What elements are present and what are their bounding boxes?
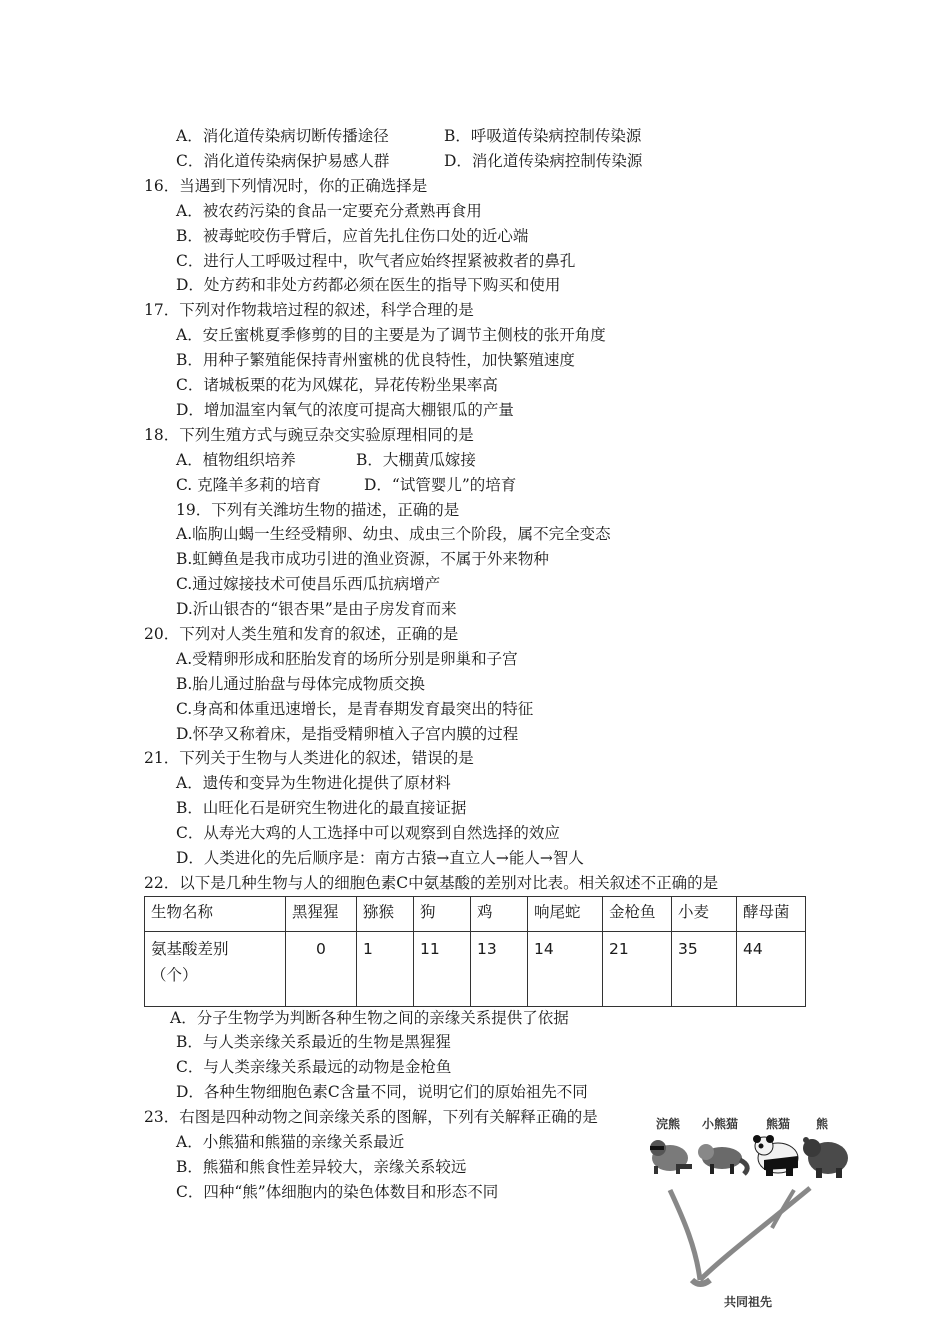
table-cell: 13 [471, 932, 528, 1007]
q23-option-b: B．熊猫和熊食性差异较大，亲缘关系较远 [176, 1158, 467, 1176]
q22-option-a: A．分子生物学为判断各种生物之间的亲缘关系提供了依据 [170, 1009, 569, 1027]
q19-stem: 19．下列有关潍坊生物的描述，正确的是 [176, 501, 460, 519]
table-header-cell: 狗 [414, 897, 471, 932]
q21-option-d: D．人类进化的先后顺序是：南方古猿→直立人→能人→智人 [176, 849, 584, 867]
q15-option-c: C．消化道传染病保护易感人群 [176, 152, 390, 170]
q15-option-b: B．呼吸道传染病控制传染源 [444, 127, 642, 145]
animal-label-red-panda: 小熊猫 [701, 1117, 739, 1131]
q19-option-b: B.虹鳟鱼是我市成功引进的渔业资源，不属于外来物种 [176, 550, 549, 568]
table-row [145, 932, 806, 1007]
table-cell: 0 [286, 932, 357, 1007]
q21-option-a: A．遗传和变异为生物进化提供了原材料 [176, 774, 451, 792]
table-header-row [145, 897, 806, 932]
q16-option-c: C．进行人工呼吸过程中，吹气者应始终捏紧被救者的鼻孔 [176, 252, 576, 270]
q21-option-b: B．山旺化石是研究生物进化的最直接证据 [176, 799, 467, 817]
table-row-label [145, 932, 286, 1007]
q20-option-c: C.身高和体重迅速增长，是青春期发育最突出的特征 [176, 700, 534, 718]
q17-option-b: B．用种子繁殖能保持青州蜜桃的优良特性，加快繁殖速度 [176, 351, 575, 369]
table-header-cell: 酵母菌 [737, 897, 806, 932]
q18-stem: 18．下列生殖方式与豌豆杂交实验原理相同的是 [144, 426, 474, 444]
table-cell: 14 [528, 932, 603, 1007]
table-header-cell: 鸡 [471, 897, 528, 932]
q18-option-c: C. 克隆羊多莉的培育 [176, 476, 322, 494]
animal-label-giant-panda: 熊猫 [765, 1117, 791, 1131]
q21-option-c: C．从寿光大鸡的人工选择中可以观察到自然选择的效应 [176, 824, 560, 842]
animal-label-bear: 熊 [815, 1117, 829, 1131]
table-header-cell: 金枪鱼 [603, 897, 672, 932]
q16-option-d: D．处方药和非处方药都必须在医生的指导下购买和使用 [176, 276, 561, 294]
q16-option-a: A．被农药污染的食品一定要充分煮熟再食用 [176, 202, 482, 220]
q23-stem: 23．右图是四种动物之间亲缘关系的图解，下列有关解释正确的是 [144, 1108, 598, 1126]
q16-stem: 16．当遇到下列情况时，你的正确选择是 [144, 177, 428, 195]
table-header-cell: 猕猴 [357, 897, 414, 932]
phylogeny-figure [640, 1108, 852, 1318]
q20-option-d: D.怀孕又称着床，是指受精卵植入子宫内膜的过程 [176, 725, 519, 743]
table-cell: 44 [737, 932, 806, 1007]
q22-stem: 22．以下是几种生物与人的细胞色素C中氨基酸的差别对比表。相关叙述不正确的是 [144, 874, 719, 892]
amino-acid-table [144, 896, 806, 1007]
row-label-line: 氨基酸差别 [151, 940, 229, 958]
table-header-cell: 小麦 [672, 897, 737, 932]
table-header-cell: 黑猩猩 [286, 897, 357, 932]
q20-option-b: B.胎儿通过胎盘与母体完成物质交换 [176, 675, 425, 693]
q23-option-a: A．小熊猫和熊猫的亲缘关系最近 [176, 1133, 405, 1151]
table-cell: 11 [414, 932, 471, 1007]
q17-option-a: A．安丘蜜桃夏季修剪的目的主要是为了调节主侧枝的张开角度 [176, 326, 606, 344]
q22-option-c: C．与人类亲缘关系最远的动物是金枪鱼 [176, 1058, 452, 1076]
q15-option-a: A．消化道传染病切断传播途径 [176, 127, 389, 145]
q18-option-a: A．植物组织培养 [176, 451, 296, 469]
q22-option-d: D．各种生物细胞色素C含量不同，说明它们的原始祖先不同 [176, 1083, 588, 1101]
table-cell: 35 [672, 932, 737, 1007]
q19-option-a: A.临朐山蝎一生经受精卵、幼虫、成虫三个阶段，属不完全变态 [176, 525, 611, 543]
q21-stem: 21．下列关于生物与人类进化的叙述，错误的是 [144, 749, 474, 767]
q19-option-c: C.通过嫁接技术可使昌乐西瓜抗病增产 [176, 575, 441, 593]
table-cell: 21 [603, 932, 672, 1007]
table-header-cell: 生物名称 [145, 897, 286, 932]
q18-option-d: D．“试管婴儿”的培育 [364, 476, 517, 494]
q17-stem: 17．下列对作物栽培过程的叙述，科学合理的是 [144, 301, 474, 319]
animal-label-raccoon: 浣熊 [655, 1117, 681, 1131]
q20-option-a: A.受精卵形成和胚胎发育的场所分别是卵巢和子宫 [176, 650, 518, 668]
q22-option-b: B．与人类亲缘关系最近的生物是黑猩猩 [176, 1033, 451, 1051]
table-header-cell: 响尾蛇 [528, 897, 603, 932]
q17-option-d: D．增加温室内氧气的浓度可提高大棚银瓜的产量 [176, 401, 514, 419]
q16-option-b: B．被毒蛇咬伤手臂后，应首先扎住伤口处的近心端 [176, 227, 529, 245]
q20-stem: 20．下列对人类生殖和发育的叙述，正确的是 [144, 625, 459, 643]
row-label-unit: （个） [151, 966, 198, 984]
q19-option-d: D.沂山银杏的“银杏果”是由子房发育而来 [176, 600, 457, 618]
q15-option-d: D．消化道传染病控制传染源 [444, 152, 643, 170]
table-cell: 1 [357, 932, 414, 1007]
q23-option-c: C．四种“熊”体细胞内的染色体数目和形态不同 [176, 1183, 499, 1201]
q17-option-c: C．诸城板栗的花为风媒花，异花传粉坐果率高 [176, 376, 498, 394]
common-ancestor-label: 共同祖先 [723, 1295, 773, 1309]
q18-option-b: B．大棚黄瓜嫁接 [356, 451, 476, 469]
